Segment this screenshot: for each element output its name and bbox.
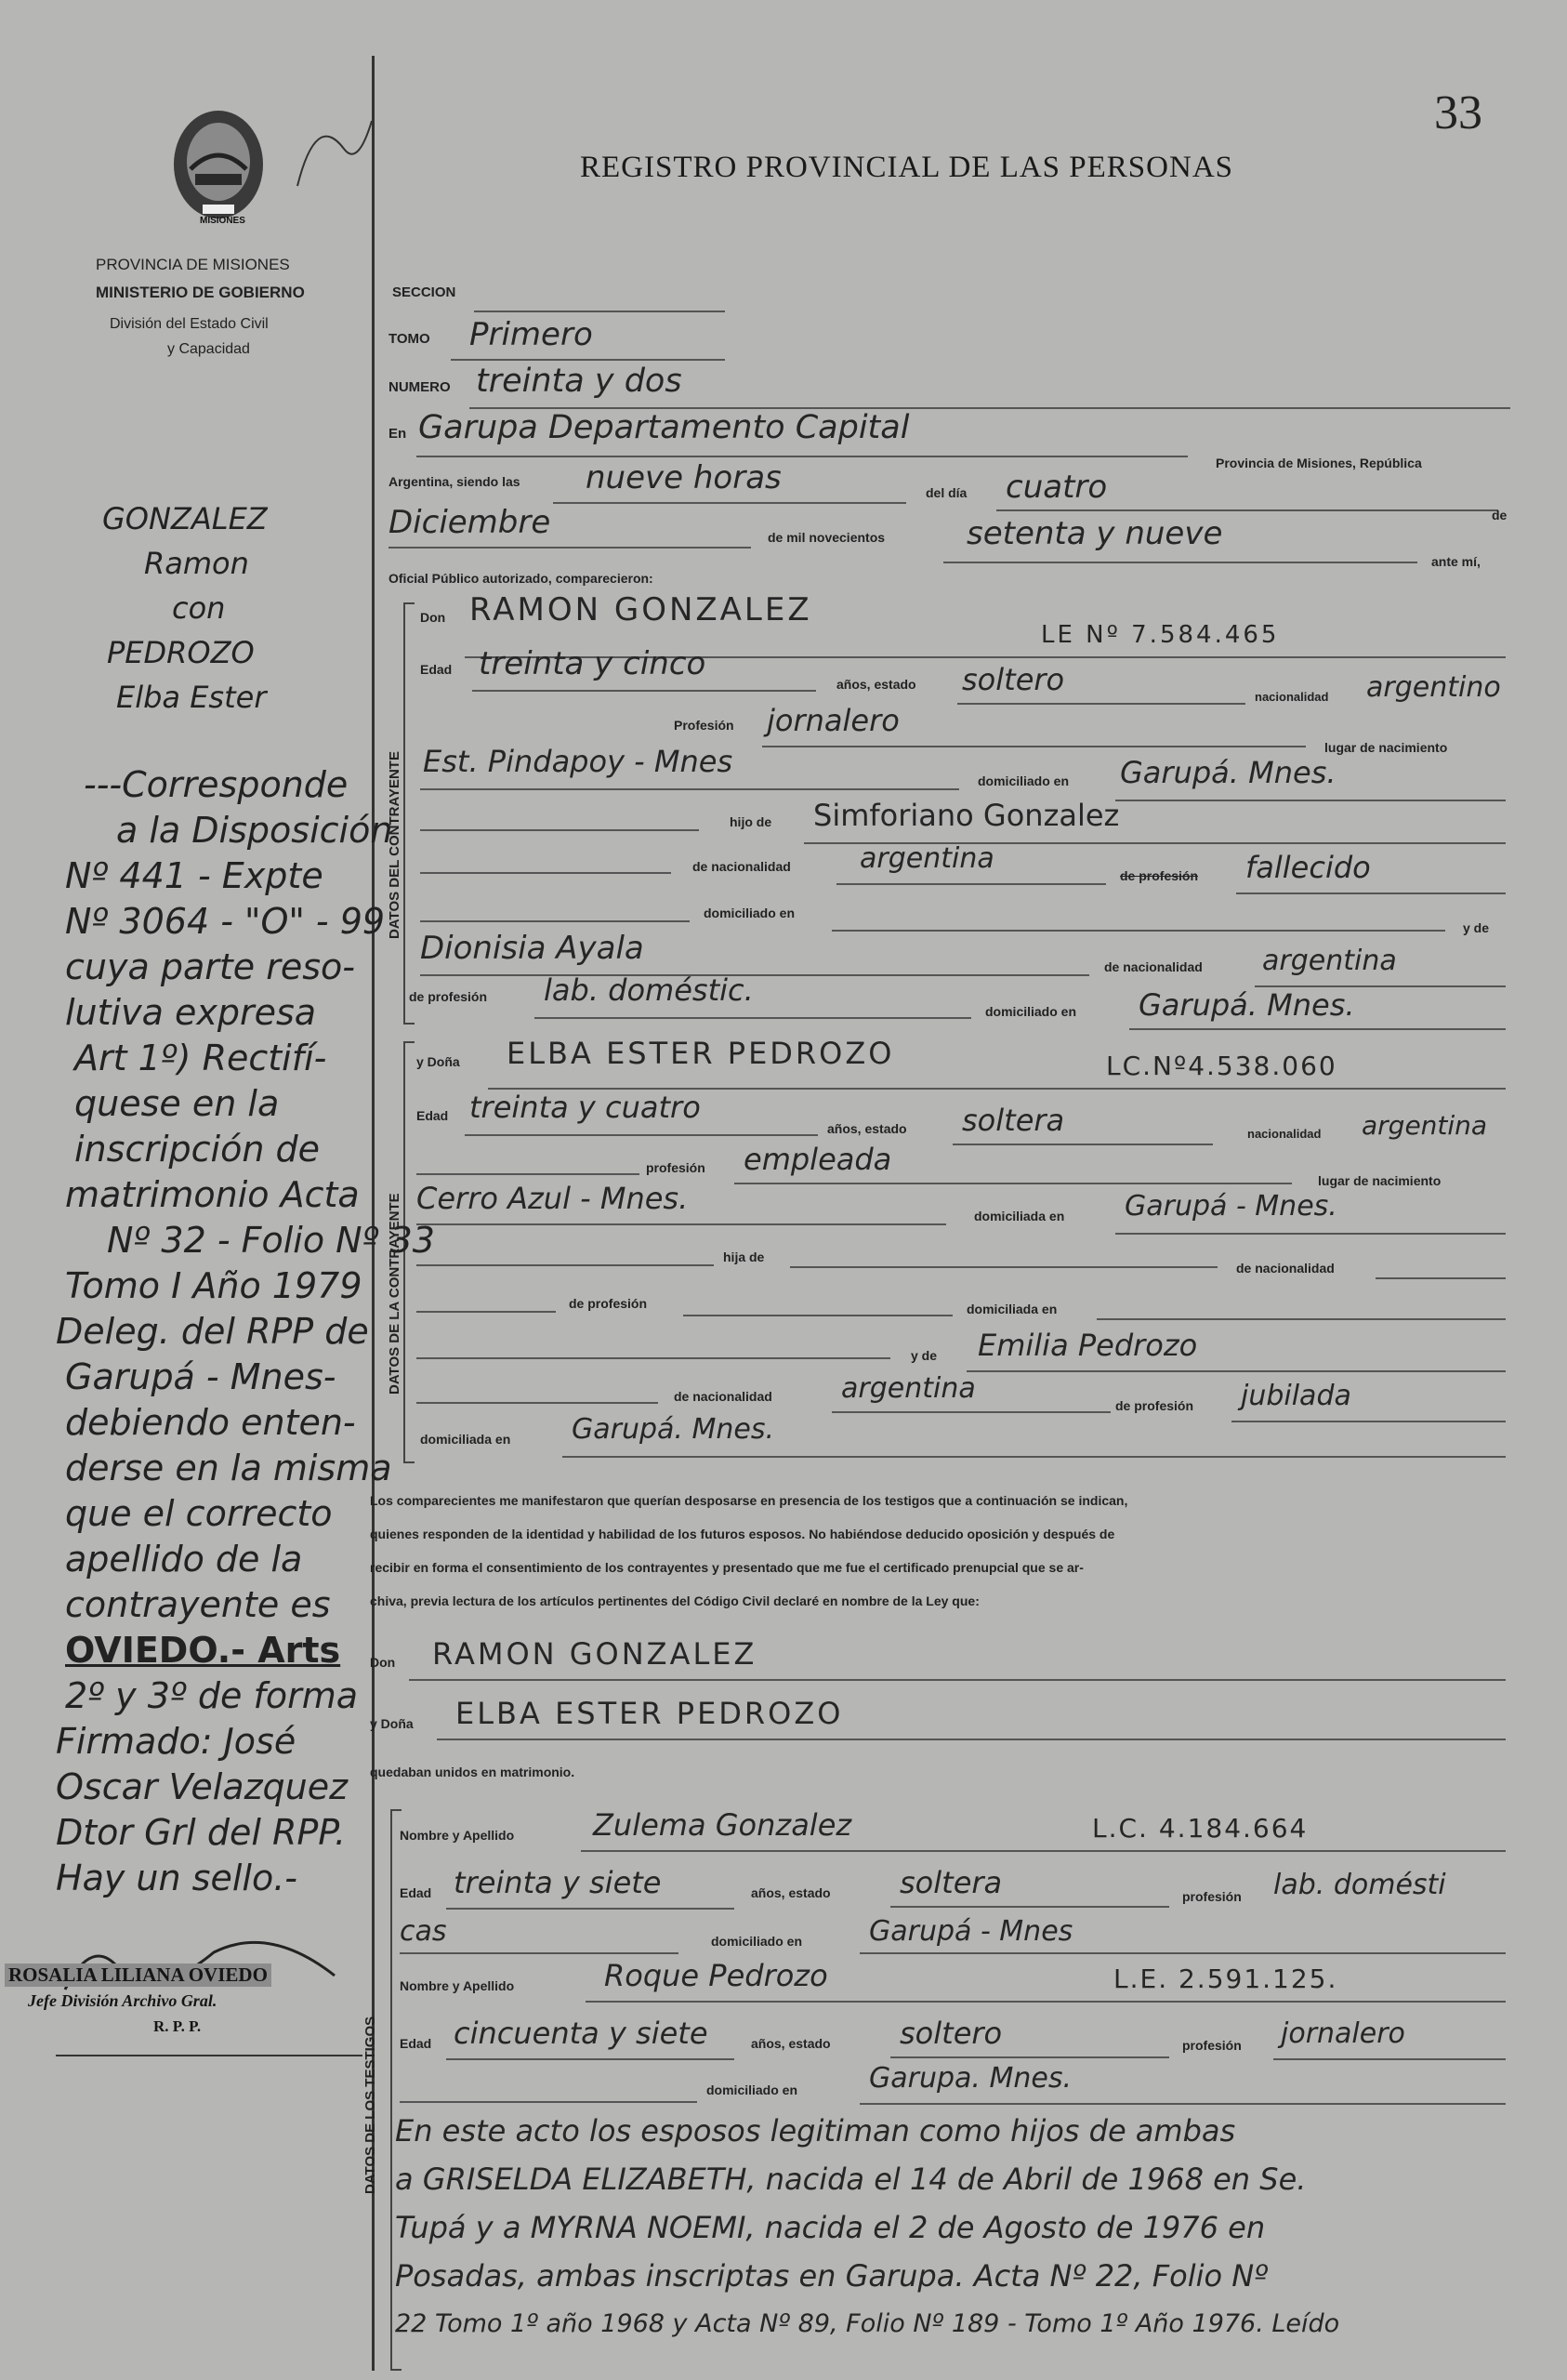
en-label: En (388, 426, 407, 442)
padre-dom-line (832, 930, 1445, 932)
contrayenta-lugar-nac: Cerro Azul - Mnes. (416, 1181, 689, 1216)
margin-name-4: PEDROZO (107, 635, 255, 670)
decl-dona-value: ELBA ESTER PEDROZO (455, 1696, 844, 1731)
t1-estado-label: años, estado (751, 1885, 831, 1900)
contrayenta-madre-nacionalidad: argentina (841, 1372, 976, 1405)
t1-prof: lab. domésti (1273, 1869, 1446, 1901)
t1-nombre-label: Nombre y Apellido (400, 1828, 515, 1843)
contrayenta-anios-estado: años, estado (827, 1121, 907, 1136)
madre-prof-line (534, 1017, 971, 1019)
stamp-line2: Jefe División Archivo Gral. (28, 1991, 217, 2010)
contrayenta-madre-domicilio: Garupá. Mnes. (572, 1413, 774, 1446)
contrayente-lugar-nac: Est. Pindapoy - Mnes (423, 744, 733, 779)
contrayenta-madre-prof-label: de profesión (1115, 1398, 1194, 1413)
marg-line-13: Deleg. del RPP de (56, 1311, 369, 1352)
hora-line (553, 502, 906, 504)
t2-estado-label: años, estado (751, 2036, 831, 2051)
t1-edad: treinta y siete (454, 1865, 662, 1900)
hija-dom-label: domiciliada en (967, 1302, 1058, 1316)
contrayenta-madre-prof-line (1231, 1421, 1506, 1422)
decl-dona-line (437, 1739, 1506, 1740)
oficial-text: Oficial Público autorizado, comparecieron: (388, 571, 653, 586)
madre-dom-line (1129, 1028, 1506, 1030)
hija-prof-label: de profesión (569, 1296, 648, 1311)
t1-prof-cont-line (400, 1952, 678, 1954)
contrayente-madre-domicilio: Garupá. Mnes. (1139, 987, 1355, 1023)
marg-line-17: que el correcto (65, 1493, 333, 1534)
org-line2: MINISTERIO DE GOBIERNO (96, 284, 305, 301)
contrayenta-dom-label: domiciliada en (974, 1209, 1065, 1223)
t1-edad-label: Edad (400, 1885, 432, 1900)
t2-nombre-line (586, 2001, 1506, 2003)
contrayente-padre-profesion: fallecido (1245, 850, 1371, 885)
hija-label: hija de (723, 1250, 765, 1264)
decl-don-line (409, 1679, 1506, 1681)
madre-dom-label: domiciliado en (985, 1004, 1077, 1019)
margin-name-5: Elba Ester (116, 680, 267, 715)
del-dia-text: del día (926, 485, 968, 500)
t2-edad-label: Edad (400, 2036, 432, 2051)
marg-line-21: 2º y 3º de forma (65, 1675, 359, 1716)
dona-label: y Doña (416, 1054, 460, 1069)
contrayenta-estado-line (953, 1144, 1213, 1145)
contrayente-bracket (403, 602, 415, 1025)
t1-prof-label: profesión (1182, 1889, 1242, 1904)
marg-line-19: contrayente es (65, 1584, 331, 1625)
anios-estado-label: años, estado (836, 677, 916, 692)
don-label: Don (420, 610, 446, 625)
contrayenta-edad: treinta y cuatro (469, 1090, 701, 1125)
edad-line (472, 690, 816, 692)
contrayente-estado: soltero (962, 662, 1065, 697)
contrayenta-nac-label: nacionalidad (1247, 1127, 1322, 1141)
nota-line5: 22 Tomo 1º año 1968 y Acta Nº 89, Folio Nº 189 - Tomo 1º Año 1976. Leído (395, 2309, 1340, 2338)
contrayenta-prof-line (734, 1183, 1292, 1184)
stamp-line1: ROSALIA LILIANA OVIEDO (5, 1964, 271, 1987)
seccion-label: SECCION (392, 284, 456, 300)
ante-mi-text: ante mí, (1431, 554, 1481, 569)
decl-don-label: Don (370, 1655, 396, 1670)
decl-don-value: RAMON GONZALEZ (432, 1636, 757, 1672)
contrayenta-madre-line (967, 1370, 1506, 1372)
madre-prof-label: de profesión (409, 989, 488, 1004)
tomo-value: Primero (469, 316, 593, 353)
contrayenta-madre-dom-line (562, 1456, 1506, 1458)
marg-line-7: Art 1º) Rectifí- (74, 1038, 327, 1078)
provincial-seal-icon (167, 104, 270, 225)
contrayenta-dom-line (1115, 1233, 1506, 1235)
tomo-label: TOMO (388, 331, 430, 347)
contrayenta-madre: Emilia Pedrozo (978, 1328, 1198, 1363)
lugar-nac-label: lugar de nacimiento (1324, 740, 1448, 755)
contrayenta-estado: soltera (962, 1103, 1065, 1138)
hija-prof-line (683, 1315, 953, 1316)
nota-line1: En este acto los esposos legitiman como hijos de ambas (395, 2113, 1236, 2149)
org-line4: y Capacidad (167, 341, 250, 357)
stamp-line3: R. P. P. (153, 2017, 202, 2035)
declaration-line1: Los comparecientes me manifestaron que querían desposarse en presencia de los testigos que a continuación se indican, (370, 1493, 1128, 1508)
contrayenta-lugar-line (416, 1223, 946, 1225)
t2-estado: soltero (900, 2016, 1003, 2051)
margin-name-2: Ramon (144, 546, 249, 581)
contrayente-madre: Dionisia Ayala (420, 930, 644, 967)
contrayente-doc: LE Nº 7.584.465 (1041, 621, 1280, 649)
margin-name-3: con (172, 590, 226, 626)
t2-prof-label: profesión (1182, 2038, 1242, 2053)
testigos-section-label: DATOS DE LOS TESTIGOS (362, 2016, 378, 2194)
margin-divider (56, 2055, 362, 2056)
nacionalidad-label: nacionalidad (1255, 690, 1329, 704)
t2-edad: cincuenta y siete (454, 2016, 708, 2051)
t2-estado-line (890, 2056, 1169, 2058)
t1-edad-line (446, 1908, 734, 1910)
contrayente-padre: Simforiano Gonzalez (813, 798, 1120, 833)
t2-prof-line (1273, 2058, 1506, 2060)
t2-nombre-label: Nombre y Apellido (400, 1978, 515, 1993)
estado-line (957, 703, 1245, 705)
hija-nac-line (1376, 1277, 1506, 1279)
hijo-pre-line (420, 829, 699, 831)
legitimation-note (395, 2107, 1510, 2348)
marg-line-22: Firmado: José (56, 1721, 296, 1762)
dia-value: cuatro (1006, 469, 1108, 506)
marg-line-1: ---Corresponde (84, 764, 349, 805)
hija-dom-line (1097, 1318, 1506, 1320)
padre-pre-line (420, 872, 671, 874)
de-text: de (1492, 508, 1508, 522)
marg-line-15: debiendo enten- (65, 1402, 356, 1443)
hora-value: nueve horas (586, 459, 782, 496)
declaration-line3: recibir en forma el consentimiento de los contrayentes y presentado que me fue el certificado prenupcial que se ar- (370, 1560, 1084, 1575)
de-mil-text: de mil novecientos (768, 530, 886, 545)
org-line3: División del Estado Civil (110, 316, 269, 332)
t2-dom-line (860, 2103, 1506, 2105)
t1-estado: soltera (900, 1865, 1003, 1900)
en-value: Garupa Departamento Capital (418, 409, 910, 446)
anio-line (943, 562, 1417, 563)
edad-label: Edad (420, 662, 453, 677)
contrayente-edad: treinta y cinco (479, 645, 706, 682)
padre-dom-label: domiciliado en (704, 906, 796, 920)
nota-line4: Posadas, ambas inscriptas en Garupa. Acta Nº 22, Folio Nº (395, 2258, 1269, 2294)
argentina-text: Argentina, siendo las (388, 474, 520, 489)
madre-line (420, 974, 1089, 976)
domiciliado-label: domiciliado en (978, 774, 1070, 788)
t1-dom: Garupá - Mnes (869, 1915, 1073, 1948)
contrayenta-madre-nac-label: de nacionalidad (674, 1389, 772, 1404)
t2-nombre: Roque Pedrozo (604, 1958, 828, 1993)
contrayenta-domicilio: Garupá - Mnes. (1125, 1190, 1337, 1223)
marg-line-18: apellido de la (65, 1539, 303, 1580)
marg-line-10: matrimonio Acta (65, 1174, 360, 1215)
marg-line-6: lutiva expresa (65, 992, 317, 1033)
mes-value: Diciembre (388, 504, 551, 541)
t2-dom-label: domiciliado en (706, 2082, 798, 2097)
marg-line-2: a la Disposición (116, 810, 393, 851)
padre-dom-pre-line (420, 920, 690, 922)
contrayenta-edad-label: Edad (416, 1108, 449, 1123)
hija-line (790, 1266, 1218, 1268)
declaration-paragraph (370, 1484, 1508, 1618)
contrayente-nombre: RAMON GONZALEZ (469, 591, 812, 628)
decl-dona-label: y Doña (370, 1716, 414, 1731)
domicilio-line (1115, 800, 1506, 801)
t1-dom-line (860, 1952, 1506, 1954)
t2-prof: jornalero (1281, 2017, 1405, 2050)
t1-prof-cont: cas (400, 1915, 447, 1948)
contrayente-madre-profesion: lab. doméstic. (544, 972, 754, 1008)
marg-line-16: derse en la misma (65, 1448, 392, 1488)
y-de-label: y de (1463, 920, 1490, 935)
marg-line-11: Nº 32 - Folio Nº 33 (107, 1220, 435, 1261)
lugar-nac-line (420, 788, 959, 790)
padre-nac-line (836, 883, 1106, 885)
declaration-line4: chiva, previa lectura de los artículos pertinentes del Código Civil declaré en nombre de la Ley que: (370, 1593, 980, 1608)
margin-name-1: GONZALEZ (102, 501, 268, 536)
marg-line-23: Oscar Velazquez (56, 1766, 349, 1807)
t2-dom: Garupa. Mnes. (869, 2062, 1072, 2095)
numero-value: treinta y dos (476, 363, 682, 400)
contrayenta-madre-pre-line (416, 1357, 890, 1359)
marg-line-3: Nº 441 - Expte (65, 855, 323, 896)
mes-line (388, 547, 751, 549)
marg-line-9: inscripción de (74, 1129, 320, 1170)
seccion-line (474, 311, 725, 312)
t2-dom-pre-line (400, 2101, 697, 2103)
contrayente-domicilio: Garupá. Mnes. (1120, 755, 1337, 790)
contrayente-section-label: DATOS DEL CONTRAYENTE (387, 751, 402, 939)
contrayenta-prof-label: profesión (646, 1160, 705, 1175)
padre-prof-label: de profesión (1120, 868, 1199, 883)
contrayente-nacionalidad: argentino (1366, 671, 1501, 704)
contrayenta-madre-profesion: jubilada (1241, 1380, 1351, 1412)
t2-edad-line (446, 2058, 734, 2060)
contrayenta-profesion: empleada (744, 1142, 892, 1177)
profesion-label: Profesión (674, 718, 734, 733)
t1-nombre-line (581, 1850, 1506, 1852)
dia-line (996, 509, 1498, 511)
t1-nombre: Zulema Gonzalez (593, 1807, 852, 1843)
nota-line3: Tupá y a MYRNA NOEMI, nacida el 2 de Agosto de 1976 en (395, 2210, 1266, 2245)
contrayenta-section-label: DATOS DE LA CONTRAYENTE (387, 1193, 402, 1395)
page-number: 33 (1434, 86, 1482, 139)
contrayente-profesion: jornalero (767, 703, 900, 738)
madre-nac-label: de nacionalidad (1104, 959, 1203, 974)
marg-line-8: quese en la (74, 1083, 280, 1124)
seal-label: MISIONES (200, 216, 245, 226)
padre-nac-label: de nacionalidad (692, 859, 791, 874)
margin-names (56, 496, 362, 720)
contrayenta-madre-dom-label: domiciliada en (420, 1432, 511, 1447)
marg-line-4: Nº 3064 - "O" - 99 (65, 901, 386, 942)
org-line1: PROVINCIA DE MISIONES (96, 256, 290, 273)
padre-prof-line (1236, 892, 1506, 894)
t1-doc: L.C. 4.184.664 (1092, 1813, 1309, 1844)
contrayenta-edad-line (465, 1134, 818, 1136)
unidos-text: quedaban unidos en matrimonio. (370, 1765, 575, 1779)
numero-label: NUMERO (388, 379, 451, 395)
t1-estado-line (890, 1906, 1169, 1908)
contrayenta-y-de-label: y de (911, 1348, 938, 1363)
contrayenta-lugar-label: lugar de nacimiento (1318, 1173, 1442, 1188)
document-title: REGISTRO PROVINCIAL DE LAS PERSONAS (580, 151, 1234, 184)
hija-nac-label: de nacionalidad (1236, 1261, 1335, 1276)
contrayenta-nacionalidad: argentina (1362, 1110, 1488, 1141)
hija-prof-pre-line (416, 1311, 556, 1313)
profesion-line (762, 746, 1306, 747)
marg-line-5: cuya parte reso- (65, 946, 355, 987)
contrayente-padre-nacionalidad: argentina (860, 842, 994, 875)
t2-doc: L.E. 2.591.125. (1113, 1964, 1338, 1994)
contrayente-madre-nacionalidad: argentina (1262, 945, 1397, 977)
tomo-line (451, 359, 725, 361)
marg-line-12: Tomo I Año 1979 (65, 1265, 362, 1306)
contrayenta-nombre: ELBA ESTER PEDROZO (507, 1036, 895, 1071)
marg-line-24: Dtor Grl del RPP. (56, 1812, 347, 1853)
hija-pre-line (416, 1264, 714, 1266)
contrayenta-prof-pre-line (416, 1173, 639, 1175)
anio-value: setenta y nueve (967, 515, 1223, 552)
hijo-label: hijo de (730, 814, 772, 829)
contrayenta-madre-nac-pre (416, 1402, 658, 1404)
marg-line-14: Garupá - Mnes- (65, 1356, 336, 1397)
nota-line2: a GRISELDA ELIZABETH, nacida el 14 de Abril de 1968 en Se. (395, 2162, 1307, 2197)
t1-dom-label: domiciliado en (711, 1934, 803, 1949)
en-line (416, 456, 1188, 457)
contrayenta-doc: LC.Nº4.538.060 (1106, 1051, 1337, 1081)
provincia-text: Provincia de Misiones, República (1216, 456, 1422, 470)
contrayenta-madre-nac-line (832, 1411, 1111, 1413)
marg-line-25: Hay un sello.- (56, 1858, 298, 1898)
declaration-line2: quienes responden de la identidad y habilidad de los futuros esposos. No habiéndose deducido oposición y después de (370, 1527, 1115, 1541)
marg-line-20: OVIEDO.- Arts (65, 1630, 341, 1671)
